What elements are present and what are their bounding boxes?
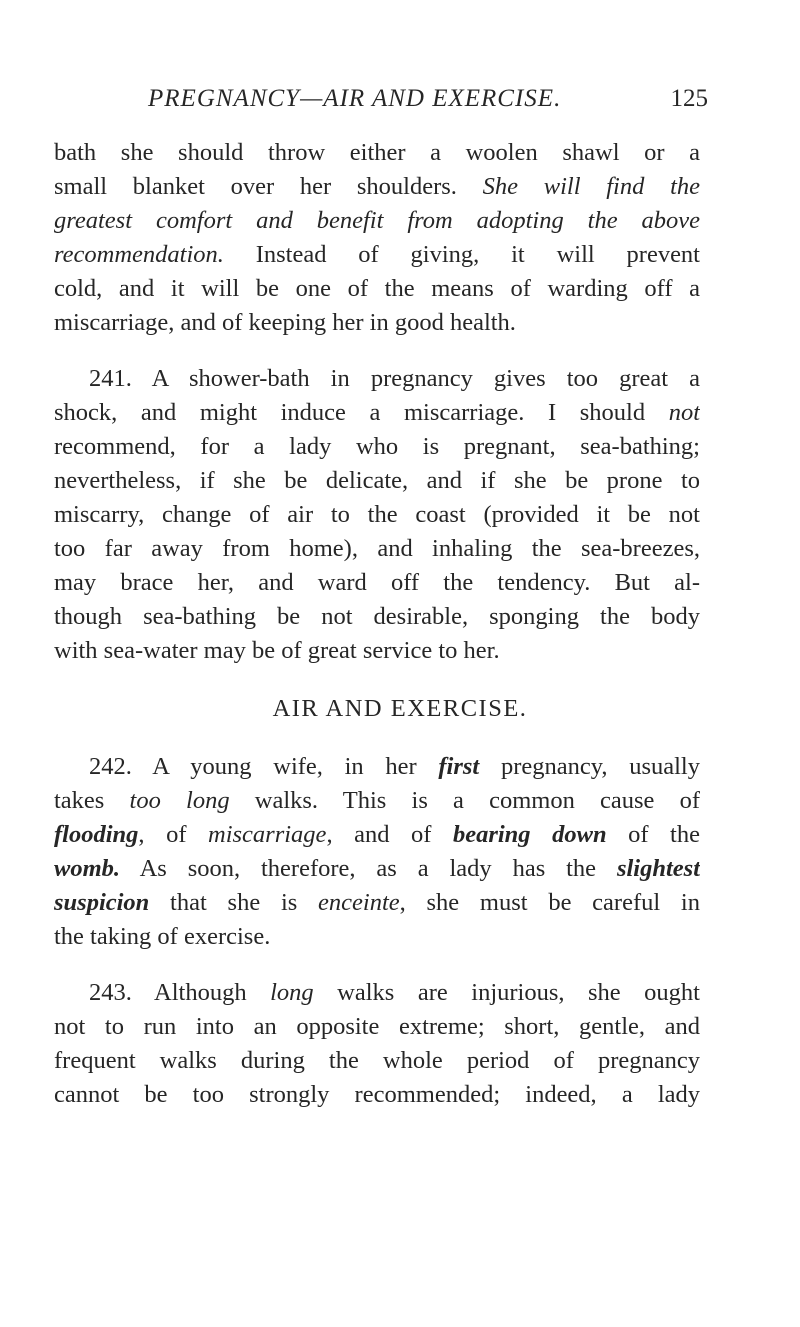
text-line: miscarriage, and of keeping her in good health.	[54, 309, 516, 336]
page-number: 125	[670, 85, 708, 112]
text-line: with sea-water may be of great service to her.	[54, 637, 500, 664]
text-line: greatest comfort and benefit from adopting the above	[54, 207, 700, 234]
text-line: not to run into an opposite extreme; short, gentle, and	[54, 1013, 700, 1040]
paragraph-243-first-line: 243. Although long walks are injurious, she ought	[89, 979, 700, 1006]
text-line: frequent walks during the whole period of pregnancy	[54, 1047, 700, 1074]
text-line: suspicion that she is enceinte, she must be careful in	[54, 889, 700, 916]
section-heading: AIR AND EXERCISE.	[272, 695, 528, 722]
text-line: small blanket over her shoulders. She will find the	[54, 173, 700, 200]
text-line: nevertheless, if she be delicate, and if she be prone to	[54, 467, 700, 494]
text-line: takes too long walks. This is a common cause of	[54, 787, 700, 814]
paragraph-242-first-line: 242. A young wife, in her first pregnancy, usually	[89, 753, 700, 780]
running-head-title: PREGNANCY—AIR AND EXERCISE.	[148, 85, 562, 112]
text-line: womb. As soon, therefore, as a lady has the slightest	[54, 855, 700, 882]
text-line: too far away from home), and inhaling the sea-breezes,	[54, 535, 700, 562]
text-line: may brace her, and ward off the tendency. But al-	[54, 569, 700, 596]
paragraph-241-first-line: 241. A shower-bath in pregnancy gives too great a	[89, 365, 700, 392]
text-line: recommend, for a lady who is pregnant, sea-bathing;	[54, 433, 700, 460]
text-line: bath she should throw either a woolen shawl or a	[54, 139, 700, 166]
running-head	[148, 85, 708, 121]
text-line: the taking of exercise.	[54, 923, 271, 950]
text-line: cannot be too strongly recommended; indeed, a lady	[54, 1081, 700, 1108]
text-line: shock, and might induce a miscarriage. I should not	[54, 399, 700, 426]
text-line: though sea-bathing be not desirable, sponging the body	[54, 603, 700, 630]
text-line: recommendation. Instead of giving, it will prevent	[54, 241, 700, 268]
text-line: cold, and it will be one of the means of warding off a	[54, 275, 700, 302]
text-line: miscarry, change of air to the coast (provided it be not	[54, 501, 700, 528]
text-line: flooding, of miscarriage, and of bearing down of the	[54, 821, 700, 848]
